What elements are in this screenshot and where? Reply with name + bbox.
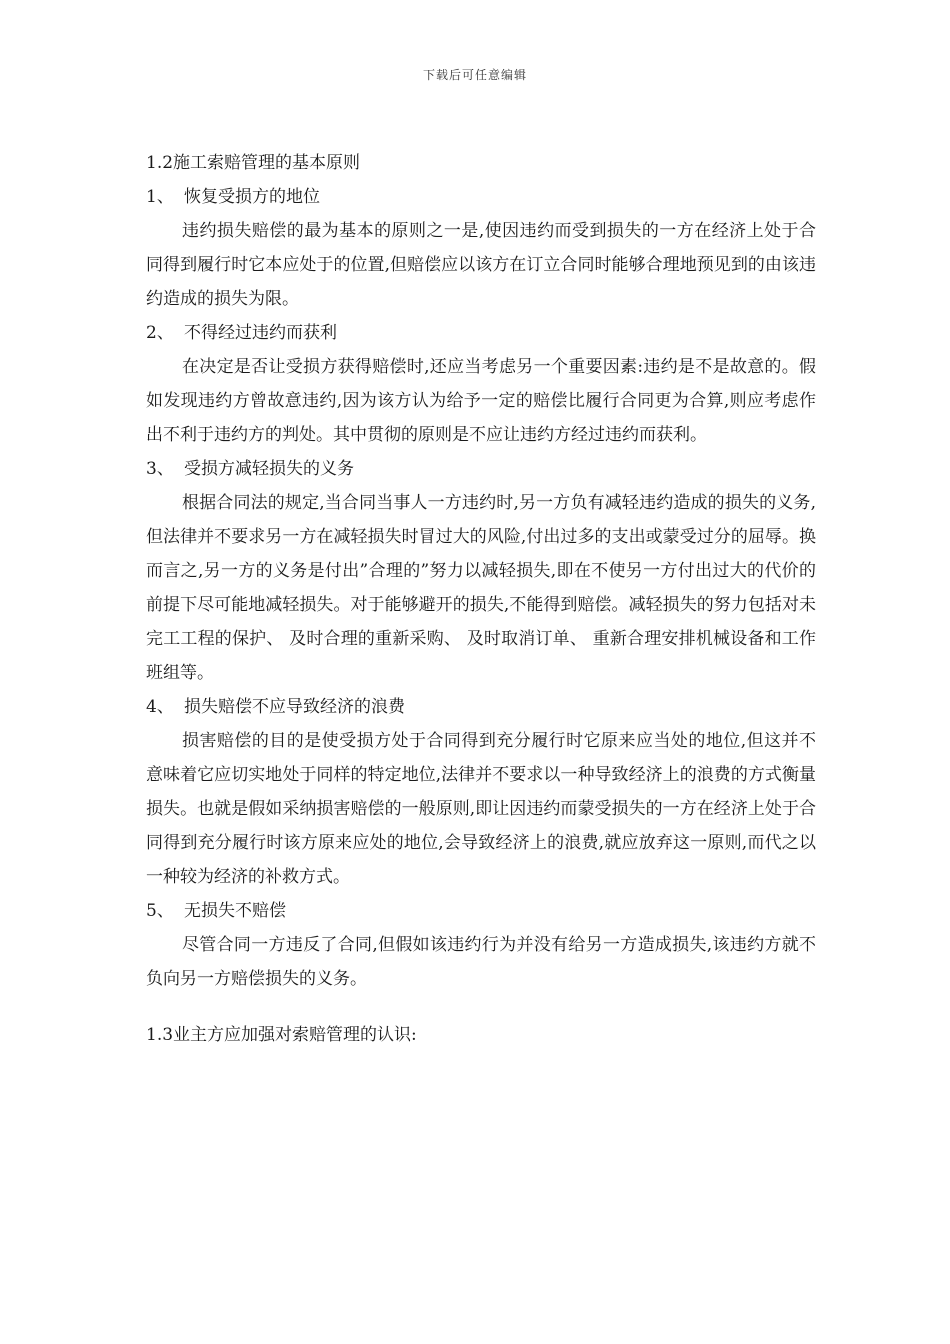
list-item-2 — [146, 316, 816, 350]
section-heading-1-2: 1.2施工索赔管理的基本原则 — [146, 153, 361, 173]
list-item-1 — [146, 180, 816, 214]
document-body — [146, 146, 816, 1052]
page-header: 下载后可任意编辑 — [422, 68, 527, 82]
list-item-number: 4、 — [146, 697, 174, 717]
section-spacer — [146, 996, 816, 1018]
list-item-number: 2、 — [146, 323, 174, 343]
paragraph-1: 违约损失赔偿的最为基本的原则之一是,使因违约而受到损失的一方在经济上处于合同得到履行时它本应处于的位置,但赔偿应以该方在订立合同时能够合理地预见到的由该违约造成的损失为限。 — [146, 221, 816, 309]
list-item-number: 1、 — [146, 187, 174, 207]
paragraph-4: 损害赔偿的目的是使受损方处于合同得到充分履行时它原来应当处的地位,但这并不意味着它应切实地处于同样的特定地位,法律并不要求以一种导致经济上的浪费的方式衡量损失。也就是假如采纳损害赔偿的一般原则,即让因违约而蒙受损失的一方在经济上处于合同得到充分履行时该方原来应处的地位,会导致经济上的浪费,就应放弃这一原则,而代之以一种较为经济的补救方式。 — [146, 731, 816, 887]
list-item-title: 无损失不赔偿 — [184, 901, 286, 921]
list-item-number: 5、 — [146, 901, 174, 921]
list-item-title: 受损方减轻损失的义务 — [184, 459, 354, 479]
list-item-title: 恢复受损方的地位 — [184, 187, 320, 207]
paragraph-3: 根据合同法的规定,当合同当事人一方违约时,另一方负有减轻违约造成的损失的义务,但法律并不要求另一方在减轻损失时冒过大的风险,付出过多的支出或蒙受过分的屈辱。换而言之,另一方的义务是付出”合理的”努力以减轻损失,即在不使另一方付出过大的代价的前提下尽可能地减轻损失。对于能够避开的损失,不能得到赔偿。减轻损失的努力包括对未完工工程的保护、 及时合理的重新采购、 及时取消订单、 重新合理安排机械设备和工作班组等。 — [146, 493, 816, 683]
list-item-3 — [146, 452, 816, 486]
section-heading-1-3: 1.3业主方应加强对索赔管理的认识: — [146, 1025, 417, 1045]
list-item-title: 损失赔偿不应导致经济的浪费 — [184, 697, 405, 717]
list-item-number: 3、 — [146, 459, 174, 479]
paragraph-2: 在决定是否让受损方获得赔偿时,还应当考虑另一个重要因素:违约是不是故意的。假如发现违约方曾故意违约,因为该方认为给予一定的赔偿比履行合同更为合算,则应考虑作出不利于违约方的判处。其中贯彻的原则是不应让违约方经过违约而获利。 — [146, 357, 816, 445]
list-item-title: 不得经过违约而获利 — [184, 323, 337, 343]
paragraph-5: 尽管合同一方违反了合同,但假如该违约行为并没有给另一方造成损失,该违约方就不负向另一方赔偿损失的义务。 — [146, 935, 816, 989]
list-item-4 — [146, 690, 816, 724]
list-item-5 — [146, 894, 816, 928]
